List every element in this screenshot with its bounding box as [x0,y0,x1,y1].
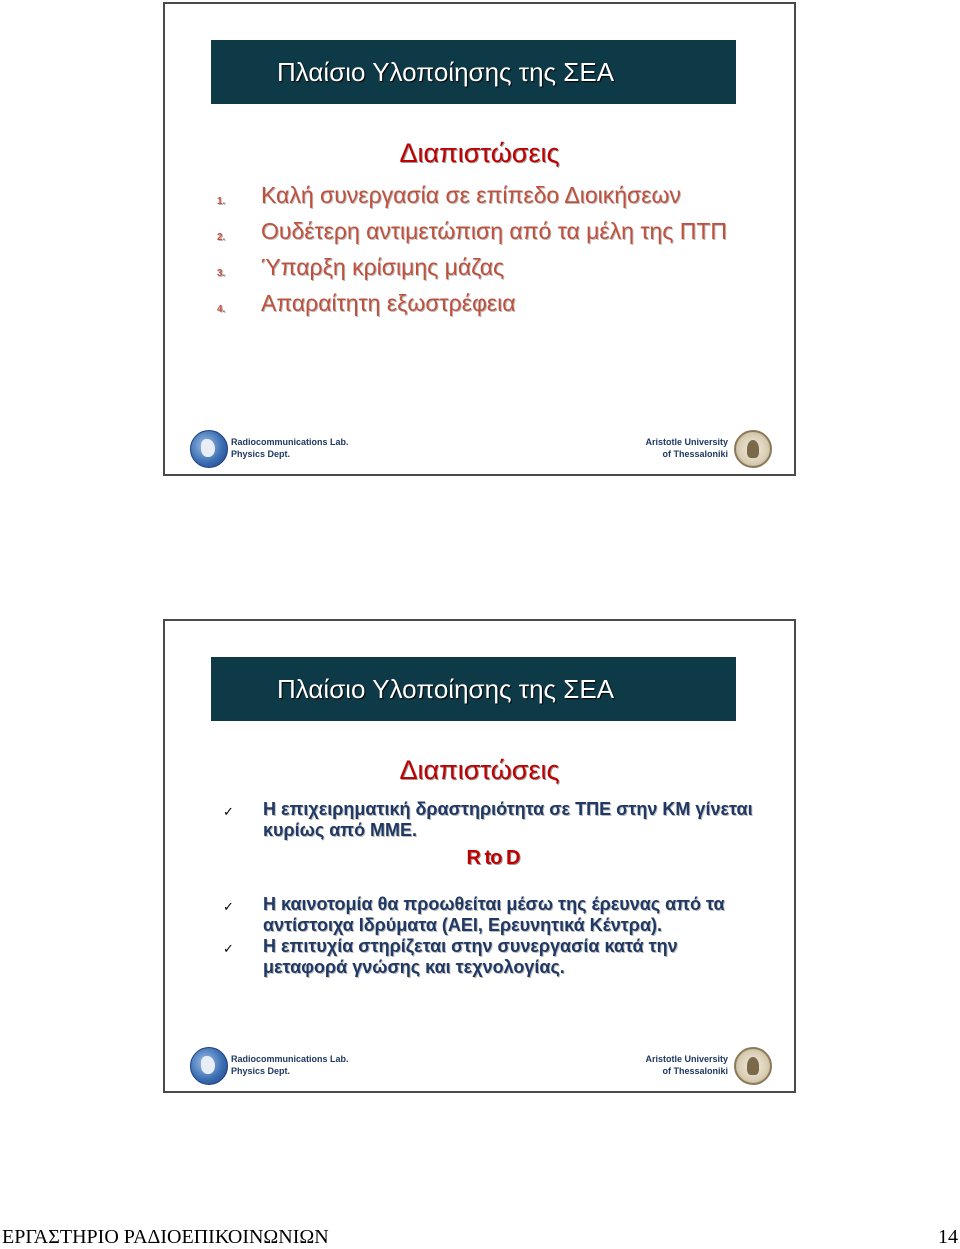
lab-name: Radiocommunications Lab. [231,1054,349,1064]
lab-credit [231,436,349,460]
dept-name: Physics Dept. [231,449,291,459]
list-item-text: Ύπαρξη κρίσιμης μάζας [261,254,505,280]
university-name: Aristotle University [645,1054,728,1064]
lab-logo-icon [190,430,228,468]
page-number: 14 [938,1226,958,1248]
lab-credit [231,1053,349,1077]
lab-name: Radiocommunications Lab. [231,437,349,447]
slide-subtitle: Διαπιστώσεις [399,755,560,785]
list-number: 1. [217,196,226,207]
list-item [223,936,763,978]
slide-footer [165,426,794,470]
slide-subtitle: Διαπιστώσεις [399,138,560,168]
university-seal-icon [734,1047,772,1085]
list-item [223,799,763,841]
lab-logo-icon [190,1047,228,1085]
list-item-text: Ουδέτερη αντιμετώπιση από τα μέλη της ΠΤΠ [261,218,727,244]
university-seal-icon [734,430,772,468]
checklist [223,799,763,978]
page-footer-title: ΕΡΓΑΣΤΗΡΙΟ ΡΑΔΙΟΕΠΙΚΟΙΝΩΝΙΩΝ [2,1226,329,1248]
checkmark-icon: ✓ [223,804,234,819]
university-credit [645,1053,728,1077]
list-item [217,218,777,244]
list-number: 2. [217,232,226,243]
list-item [223,894,763,936]
slide-title: Πλαίσιο Υλοποίησης της ΣΕΑ [211,657,736,721]
slide-1 [163,2,796,476]
list-item-text: Η επιχειρηματική δραστηριότητα σε ΤΠΕ στην ΚΜ γίνεται κυρίως από ΜΜΕ. [263,799,753,840]
page-footer [0,1226,960,1247]
list-number: 3. [217,268,226,279]
list-item-text: Η επιτυχία στηρίζεται στην συνεργασία κατά την μεταφορά γνώσης και τεχνολογίας. [263,936,678,977]
list-item-text: Η καινοτομία θα προωθείται μέσω της έρευνας από τα αντίστοιχα Ιδρύματα (ΑΕΙ, Ερευνητικά Κέντρα). [263,894,725,935]
university-credit [645,436,728,460]
university-city: of Thessaloniki [662,449,728,459]
r-to-d-label: R to D [466,847,520,869]
list-item [217,182,777,208]
university-name: Aristotle University [645,437,728,447]
checkmark-icon: ✓ [223,899,234,914]
checkmark-icon: ✓ [223,941,234,956]
list-item-text: Καλή συνεργασία σε επίπεδο Διοικήσεων [261,182,681,208]
slide-footer [165,1043,794,1087]
list-item [217,254,777,280]
list-item [217,290,777,316]
dept-name: Physics Dept. [231,1066,291,1076]
list-number: 4. [217,304,226,315]
slide-title: Πλαίσιο Υλοποίησης της ΣΕΑ [211,40,736,104]
slide-2 [163,619,796,1093]
university-city: of Thessaloniki [662,1066,728,1076]
numbered-list [217,182,777,326]
list-item-text: Απαραίτητη εξωστρέφεια [261,290,516,316]
